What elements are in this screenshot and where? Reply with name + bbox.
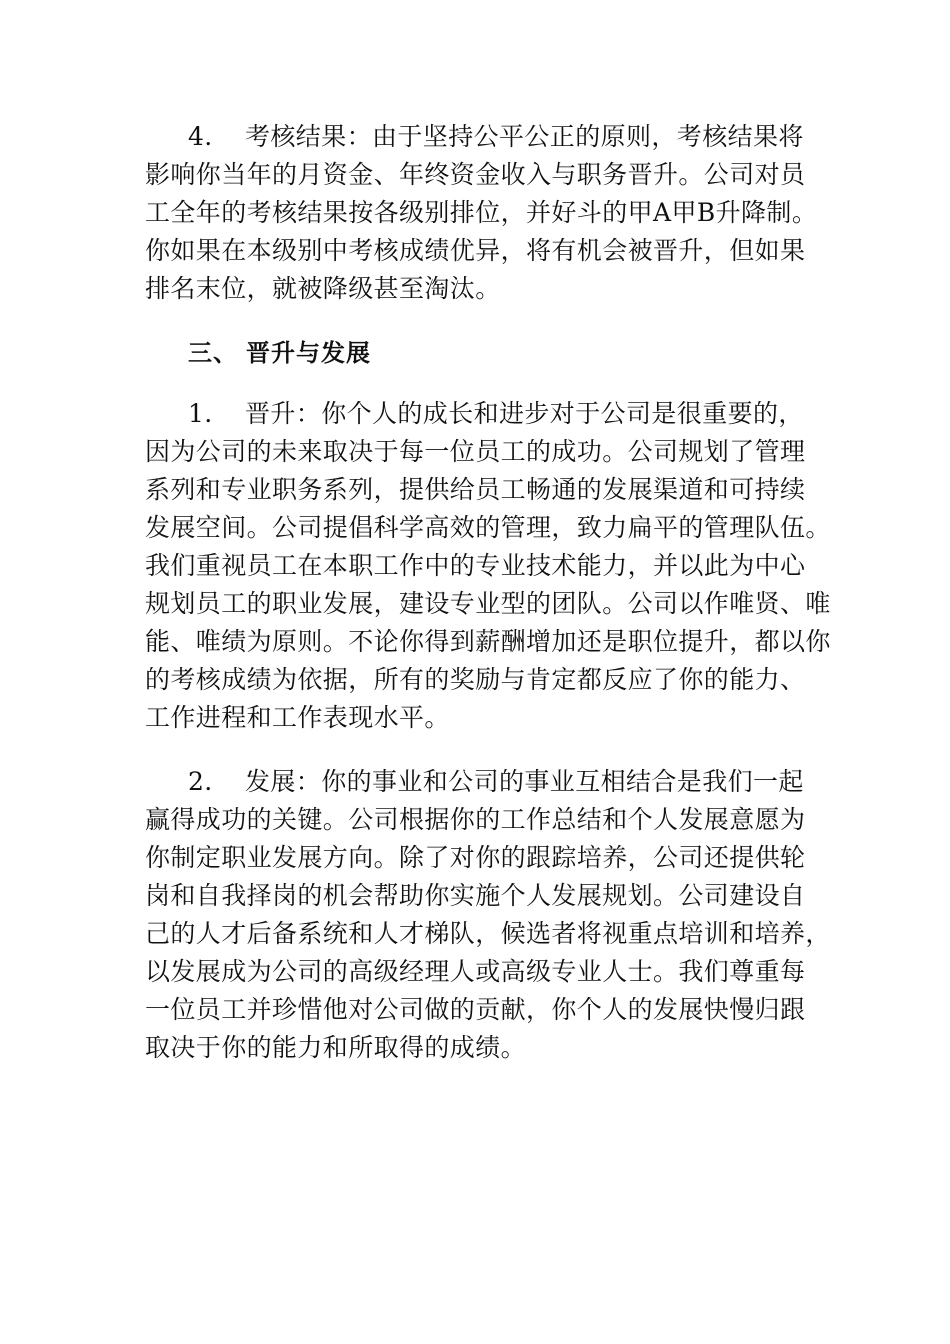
section-title: 晋升与发展 [246,339,371,367]
text-line: 一位员工并珍惜他对公司做的贡献，你个人的发展快慢归跟 [145,995,806,1024]
text-line: 因为公司的未来取决于每一位员工的成功。公司规划了管理 [145,437,806,466]
text-line: 晋升：你个人的成长和进步对于公司是很重要的， [245,399,804,428]
text-line: 岗和自我择岗的机会帮助你实施个人发展规划。公司建设自 [145,881,806,910]
text-line: 排名末位，就被降级甚至淘汰。 [145,274,501,303]
list-number: 4. [188,122,213,151]
paragraph-development [145,763,831,1067]
text-line: 的考核成绩为依据，所有的奖励与肯定都反应了你的能力、 [145,665,806,694]
text-line: 以发展成为公司的高级经理人或高级专业人士。我们尊重每 [145,957,806,986]
list-number: 2. [188,767,213,796]
text-line: 规划员工的职业发展，建设专业型的团队。公司以作唯贤、唯 [145,589,831,618]
text-line: 我们重视员工在本职工作中的专业技术能力，并以此为中心 [145,551,806,580]
text-line: 你制定职业发展方向。除了对你的跟踪培养，公司还提供轮 [145,843,806,872]
section-heading [188,338,371,368]
text-line: 考核结果：由于坚持公平公正的原则，考核结果将 [245,122,804,151]
text-line: 取决于你的能力和所取得的成绩。 [145,1033,527,1062]
text-line: 己的人才后备系统和人才梯队，候选者将视重点培训和培养， [145,919,831,948]
paragraph-first-line [145,118,815,156]
text-line: 工作进程和工作表现水平。 [145,703,450,732]
text-line: 发展：你的事业和公司的事业互相结合是我们一起 [245,767,804,796]
section-number: 三、 [188,339,238,367]
text-line: 你如果在本级别中考核成绩优异，将有机会被晋升，但如果 [145,236,806,265]
text-line: 赢得成功的关键。公司根据你的工作总结和个人发展意愿为 [145,805,806,834]
paragraph-assessment-result [145,118,818,308]
paragraph-first-line [145,395,815,433]
text-line: 发展空间。公司提倡科学高效的管理，致力扁平的管理队伍。 [145,513,831,542]
paragraph-first-line [145,763,815,801]
text-line: 能、唯绩为原则。不论你得到薪酬增加还是职位提升，都以你 [145,627,831,656]
paragraph-promotion [145,395,831,737]
text-line: 影响你当年的月资金、年终资金收入与职务晋升。公司对员 [145,160,806,189]
text-line: 工全年的考核结果按各级别排位，并好斗的甲A甲B升降制。 [145,198,818,227]
list-number: 1. [188,399,213,428]
text-line: 系列和专业职务系列，提供给员工畅通的发展渠道和可持续 [145,475,806,504]
